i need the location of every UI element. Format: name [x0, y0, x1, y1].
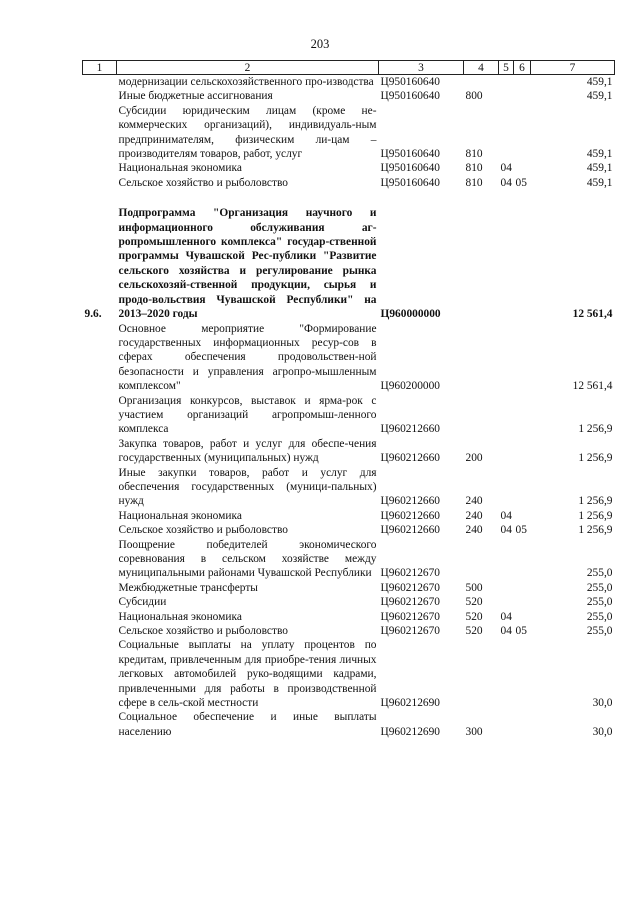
column-header: 2 — [117, 61, 379, 75]
subsection-code-cell — [514, 104, 531, 162]
amount-cell: 1 256,9 — [578, 495, 613, 508]
subsection-code-cell — [514, 394, 531, 437]
column-header: 5 — [499, 61, 514, 75]
expense-type-cell: 810 — [465, 176, 483, 189]
amount-cell: 1 256,9 — [578, 509, 613, 522]
column-header: 6 — [514, 61, 531, 75]
section-code-cell — [499, 75, 514, 90]
section-number-cell — [83, 176, 117, 190]
amount-cell: 30,0 — [592, 725, 613, 738]
table-row — [83, 206, 615, 321]
subsection-code-cell — [514, 437, 531, 466]
section-number-cell — [83, 710, 117, 739]
table-row — [83, 466, 615, 509]
section-number-cell — [83, 161, 117, 175]
section-number-cell — [83, 610, 117, 624]
section-number-cell — [83, 104, 117, 162]
table-row — [83, 581, 615, 595]
section-number-cell — [83, 638, 117, 710]
description-cell: Сельское хозяйство и рыболовство — [118, 524, 288, 537]
description-cell: Поощрение победителей экономического соревнования в сельском хозяйстве между муниципальными районами Чувашской Республики — [118, 538, 377, 580]
section-code-cell — [499, 322, 514, 394]
section-code-cell — [499, 638, 514, 710]
description-cell: Сельское хозяйство и рыболовство — [118, 176, 288, 189]
description-cell: модернизации сельскохозяйственного про-изводства — [118, 76, 374, 88]
amount-cell: 459,1 — [586, 176, 613, 189]
subsection-code-cell — [514, 638, 531, 710]
section-number-cell — [83, 75, 117, 90]
table-row — [83, 523, 615, 537]
amount-cell: 459,1 — [586, 162, 613, 175]
description-cell: Организация конкурсов, выставок и ярма-рок с участием организаций агропромыш-ленного комплекса — [118, 394, 377, 436]
expense-type-cell: 240 — [465, 524, 483, 537]
table-row — [83, 176, 615, 190]
subsection-code-cell — [514, 710, 531, 739]
amount-cell: 255,0 — [586, 596, 613, 609]
description-cell: Закупка товаров, работ и услуг для обеспе-чения государственных (муниципальных) нужд — [118, 437, 377, 465]
expense-type-cell — [464, 206, 499, 321]
expense-type-cell — [464, 394, 499, 437]
amount-cell: 12 561,4 — [572, 380, 613, 393]
amount-cell: 30,0 — [592, 697, 613, 710]
section-code-cell — [499, 104, 514, 162]
section-code-cell: 04 — [500, 162, 512, 175]
subsection-code-cell — [514, 610, 531, 624]
table-row — [83, 89, 615, 103]
table-row — [83, 595, 615, 609]
section-code-cell: 04 — [500, 509, 512, 522]
section-code-cell — [499, 466, 514, 509]
section-number-cell: 9.6. — [84, 308, 102, 321]
amount-cell: 1 256,9 — [578, 452, 613, 465]
section-number-cell — [83, 89, 117, 103]
subsection-code-cell — [514, 466, 531, 509]
table-row — [83, 610, 615, 624]
target-article-code-cell: Ц960212670 — [380, 596, 440, 609]
subsection-code-cell: 05 — [515, 625, 527, 638]
amount-cell: 459,1 — [586, 148, 613, 161]
section-number-cell — [83, 466, 117, 509]
target-article-code-cell: Ц960200000 — [380, 380, 440, 393]
table-row — [83, 437, 615, 466]
subsection-code-cell: 05 — [515, 524, 527, 537]
section-number-cell — [83, 523, 117, 537]
expense-type-cell: 300 — [465, 725, 483, 738]
section-number-cell — [83, 581, 117, 595]
amount-cell: 255,0 — [586, 610, 613, 623]
expense-type-cell: 240 — [465, 495, 483, 508]
section-code-cell — [499, 89, 514, 103]
section-number-cell — [83, 509, 117, 523]
table-row — [83, 104, 615, 162]
column-header: 3 — [379, 61, 464, 75]
expense-type-cell — [464, 75, 499, 90]
subsection-code-cell — [514, 322, 531, 394]
amount-cell: 1 256,9 — [578, 524, 613, 537]
description-cell: Сельское хозяйство и рыболовство — [118, 625, 288, 638]
target-article-code-cell: Ц960212660 — [380, 495, 440, 508]
subsection-code-cell — [514, 206, 531, 321]
amount-cell: 12 561,4 — [572, 308, 613, 321]
expense-type-cell — [464, 322, 499, 394]
description-cell: Иные бюджетные ассигнования — [118, 90, 273, 103]
target-article-code-cell: Ц960212670 — [380, 625, 440, 638]
subsection-code-cell — [514, 581, 531, 595]
section-code-cell — [499, 538, 514, 581]
target-article-code-cell: Ц950160640 — [380, 90, 440, 103]
target-article-code-cell: Ц960212660 — [380, 509, 440, 522]
table-row — [83, 161, 615, 175]
expense-type-cell: 520 — [465, 596, 483, 609]
table-row — [83, 394, 615, 437]
section-code-cell: 04 — [500, 610, 512, 623]
description-cell: Социальные выплаты на уплату процентов по кредитам, привлеченным для приобре-тения личных легковых автомобилей руко-водящими кадрами, привлеченными для работы в производственной сфере в сель-ской местности — [118, 639, 377, 710]
budget-table — [82, 60, 615, 739]
subsection-code-cell — [514, 538, 531, 581]
expense-type-cell: 240 — [465, 509, 483, 522]
section-number-cell — [83, 595, 117, 609]
subsection-code-cell — [514, 509, 531, 523]
description-cell: Национальная экономика — [118, 610, 242, 623]
subsection-code-cell — [514, 75, 531, 90]
target-article-code-cell: Ц960212660 — [380, 452, 440, 465]
table-row — [83, 538, 615, 581]
target-article-code-cell: Ц960212690 — [380, 697, 440, 710]
description-cell: Субсидии юридическим лицам (кроме не-коммерческих организаций), индивидуаль-ным предпринимателям, физическим ли-цам – производителям товаров, работ, услуг — [118, 104, 377, 161]
subsection-code-cell — [514, 89, 531, 103]
target-article-code-cell: Ц950160640 — [380, 148, 440, 161]
table-row — [83, 75, 615, 90]
description-cell: Подпрограмма "Организация научного и информационного обслуживания аг-ропромышленного комплекса" государ-ственной программы Чувашской Рес-публики "Развитие сельского хозяйства и регулирование рынка сельскохозяй-ственной продукции, сырья и продо-вольствия Чувашской Республики" на 2013–2020 годы — [118, 207, 377, 321]
page-number: 203 — [310, 37, 330, 51]
target-article-code-cell: Ц960000000 — [380, 308, 441, 321]
target-article-code-cell: Ц960212660 — [380, 524, 440, 537]
subsection-code-cell — [514, 595, 531, 609]
column-number-row — [83, 61, 615, 75]
expense-type-cell: 800 — [465, 90, 483, 103]
expense-type-cell: 810 — [465, 148, 483, 161]
expense-type-cell: 200 — [465, 452, 483, 465]
subsection-code-cell: 05 — [515, 176, 527, 189]
target-article-code-cell: Ц950160640 — [380, 76, 440, 88]
section-code-cell — [499, 437, 514, 466]
section-code-cell — [499, 595, 514, 609]
table-row — [83, 624, 615, 638]
description-cell: Межбюджетные трансферты — [118, 581, 258, 594]
section-code-cell: 04 — [500, 176, 512, 189]
description-cell: Субсидии — [118, 596, 167, 609]
target-article-code-cell: Ц960212670 — [380, 610, 440, 623]
column-header: 1 — [83, 61, 117, 75]
table-row — [83, 638, 615, 710]
table-row — [83, 509, 615, 523]
subsection-code-cell — [514, 161, 531, 175]
target-article-code-cell: Ц960212690 — [380, 725, 440, 738]
description-cell: Иные закупки товаров, работ и услуг для обеспечения государственных (муници-пальных) нужд — [118, 466, 377, 508]
section-code-cell — [499, 394, 514, 437]
amount-cell: 459,1 — [586, 90, 613, 103]
table-row — [83, 322, 615, 394]
section-code-cell: 04 — [500, 524, 512, 537]
table-row — [83, 710, 615, 739]
amount-cell: 255,0 — [586, 567, 613, 580]
amount-cell: 1 256,9 — [578, 423, 613, 436]
description-cell: Национальная экономика — [118, 509, 242, 522]
spacer-row — [83, 190, 615, 206]
target-article-code-cell: Ц960212670 — [380, 581, 440, 594]
section-code-cell — [499, 206, 514, 321]
section-number-cell — [83, 437, 117, 466]
expense-type-cell — [464, 538, 499, 581]
section-number-cell — [83, 322, 117, 394]
description-cell: Национальная экономика — [118, 162, 242, 175]
section-number-cell — [83, 624, 117, 638]
section-code-cell — [499, 581, 514, 595]
spacer-cell — [83, 190, 615, 206]
target-article-code-cell: Ц960212670 — [380, 567, 440, 580]
target-article-code-cell: Ц950160640 — [380, 176, 440, 189]
target-article-code-cell: Ц960212660 — [380, 423, 440, 436]
description-cell: Социальное обеспечение и иные выплаты населению — [118, 711, 377, 738]
amount-cell: 255,0 — [586, 625, 613, 638]
description-cell: Основное мероприятие "Формирование государственных информационных ресур-сов в сферах обеспечения продовольствен-ной безопасности и управления агропро-мышленным комплексом" — [118, 322, 377, 393]
expense-type-cell: 500 — [465, 581, 483, 594]
section-number-cell — [83, 538, 117, 581]
section-number-cell — [83, 394, 117, 437]
column-header: 7 — [531, 61, 615, 75]
expense-type-cell: 520 — [465, 610, 483, 623]
section-code-cell: 04 — [500, 625, 512, 638]
target-article-code-cell: Ц950160640 — [380, 162, 440, 175]
amount-cell: 255,0 — [586, 581, 613, 594]
expense-type-cell: 810 — [465, 162, 483, 175]
section-code-cell — [499, 710, 514, 739]
amount-cell: 459,1 — [586, 76, 613, 88]
expense-type-cell: 520 — [465, 625, 483, 638]
column-header: 4 — [464, 61, 499, 75]
expense-type-cell — [464, 638, 499, 710]
